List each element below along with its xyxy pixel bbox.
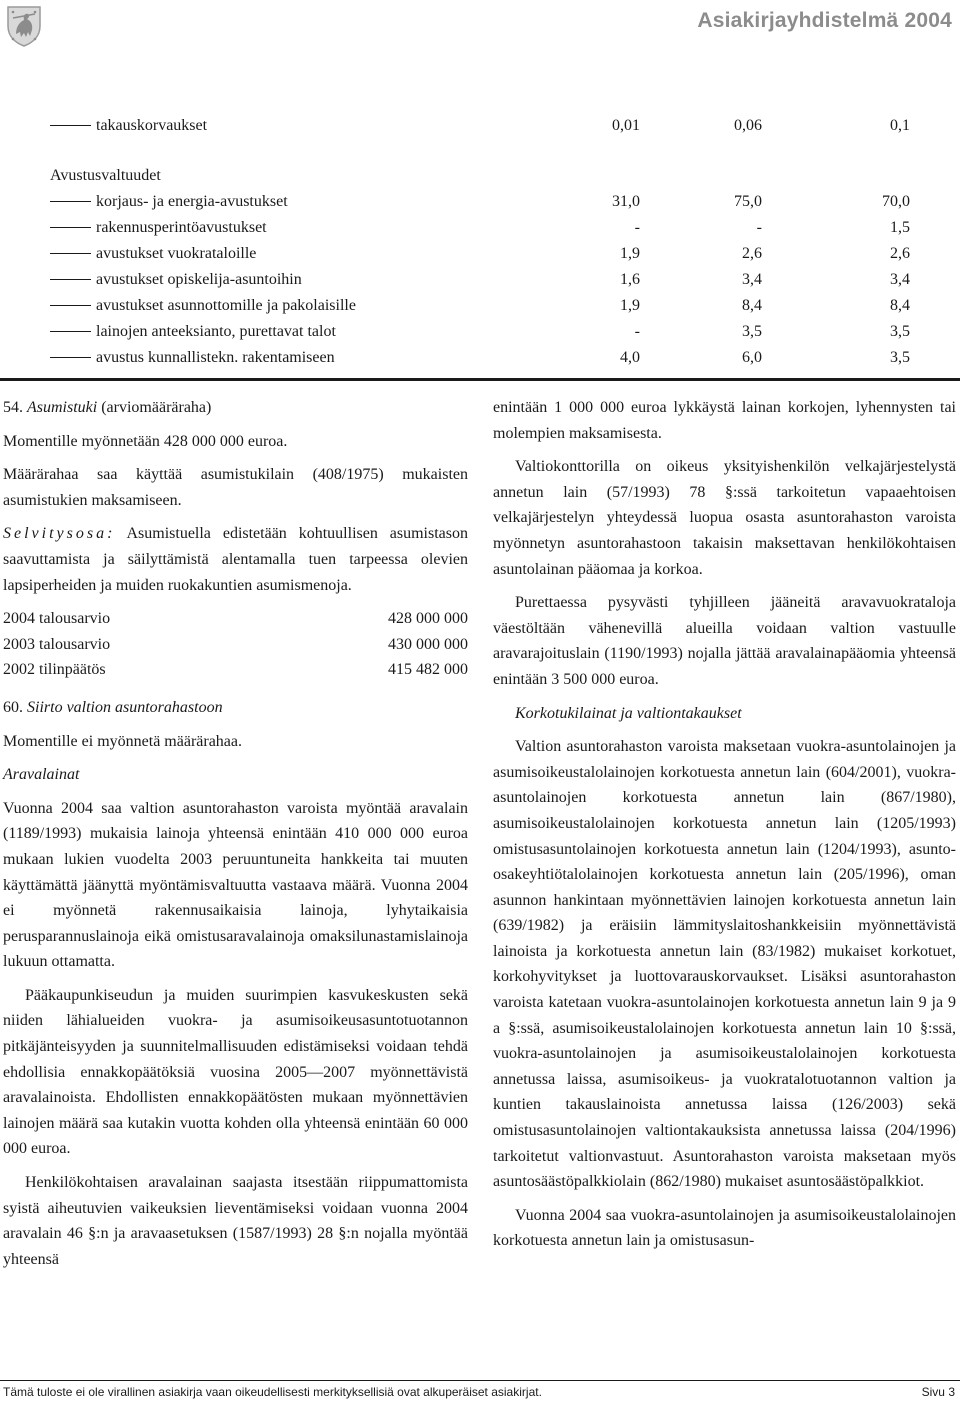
row-value-2003: 8,4 [742,297,762,314]
table-row [40,293,920,319]
paragraph: Henkilökohtaisen aravalainan saajasta itsestään riippumattomista syistä aiheutuvien vaikeuksien lieventämiseksi voidaan vuonna 2004 aravalain 46 §:n ja aravaasetuksen (1587/1993) 28 §:n nojalla myöntää yhteensä [3,1174,468,1268]
row-value-2004: 1,5 [890,219,910,236]
right-column [493,395,956,1262]
row-value-2002: - [634,219,640,236]
em-dash [50,125,91,126]
disclaimer-text: Tämä tuloste ei ole virallinen asiakirja vaan oikeudellisesti merkityksellisiä ovat alkuperäiset asiakirjat. [3,1385,542,1399]
budget-value: 428 000 000 [388,610,468,628]
row-label: avustukset opiskelija-asuntoihin [96,271,302,288]
row-value-2004: 70,0 [882,193,910,210]
row-value-2002: 1,9 [620,297,640,314]
row-value-2003: - [756,219,762,236]
paragraph [3,521,468,598]
row-value-2003: 3,4 [742,271,762,288]
coat-of-arms-icon [4,4,44,48]
row-value-2002: - [634,323,640,340]
section-name: Siirto valtion asuntorahastoon [27,698,223,716]
em-dash [50,253,91,254]
row-value-2003: 75,0 [734,193,762,210]
subheading: Aravalainat [3,766,80,784]
section-number: 60. [3,698,23,716]
paragraph-text: Asumistuella edistetään kohtuullisen asumistason saavuttamista ja säilyttämistä alentamalla tuen tarpeessa olevien lapsiperheiden ja muiden ruokakuntien asumismenoja. [3,525,468,594]
row-value-2003: 3,5 [742,323,762,340]
row-label: takauskorvaukset [96,117,208,134]
row-value-2004: 3,5 [890,349,910,366]
budget-label: 2003 talousarvio [3,635,111,653]
budget-value: 430 000 000 [388,635,468,653]
row-value-2004: 8,4 [890,297,910,314]
paragraph: Vuonna 2004 saa vuokra-asuntolainojen ja asumisoikeustalolainojen korkotuesta annetun lain ja omistusasun- [493,1206,956,1250]
paragraph: Valtiokonttorilla on oikeus yksityishenkilön velkajärjestelystä annetun lain (57/1993) 78 §:ssä tarkoitetun vapaaehtoisen velkajärjestelyn yhteydessä luopua osasta asuntorahaston varoista myönnetyn asuntorahastoon takaisin maksettavan henkilökohtaisen asuntolainan pääomaa ja korkoa. [493,458,956,578]
section-divider [0,378,960,381]
row-label: korjaus- ja energia-avustukset [96,193,288,210]
row-label: rakennusperintöavustukset [96,219,267,236]
em-dash [50,305,91,306]
em-dash [50,227,91,228]
row-value-2003: 2,6 [742,245,762,262]
em-dash [50,201,91,202]
em-dash [50,279,91,280]
row-value-2004: 3,4 [890,271,910,288]
row-group-heading: Avustusvaltuudet [50,167,161,184]
em-dash [50,357,91,358]
explanatory-part-label: Selvitysosa: [3,525,116,543]
paragraph: Momentille myönnetään 428 000 000 euroa. [3,432,288,450]
table-row [40,345,920,371]
paragraph: Valtion asuntorahaston varoista maksetaan vuokra-asuntolainojen ja asumisoikeustalolainojen korkotuesta annetun lain (604/2001), vuokra-asuntolainojen korkotuesta annetun lain (867/1980), asumisoikeustalolainojen korkotuesta annetun lain (1205/1993) omistusasuntolainojen korkotuesta annetun lain (1204/1993), asunto-osakeyhtiötalolainojen korkotuesta annetun lain (205/1996), oman asunnon hankintaan myönnettävien lainojen korkotuesta annetun lain (639/1982) ja eräisiin lämmityslaitoshankkeisiin myönnettävistä lainoista ja korkotuesta annetun lain (83/1982) mukaiset korkotuet, korkohyvitykset ja luottovarauskorvaukset. Lisäksi asuntorahaston varoista katetaan vuokra-asuntolainojen korkotuesta annetun lain 9 ja 9 a §:ssä, asumisoikeustalolainojen korkotuesta annetun lain 10 §:ssä, vuokra-asuntolainojen ja asumisoikeustalolainojen korkotuesta annetussa laissa, asumisoikeus- ja vuokratalotuotannon valtion ja kuntien takauslainoista annetussa laissa (126/2003) sekä omistusasuntolainojen valtiontakauksista annetussa laissa (204/1996) tarkoitetut valtionvastuut. Asuntorahaston varoista maksetaan myös asuntosäästöpalkkiolain (862/1980) mukaiset asuntosäästöpalkkiot. [493,738,956,1191]
page-number: Sivu 3 [921,1385,955,1399]
budget-value: 415 482 000 [388,661,468,679]
footer-divider [0,1380,960,1381]
row-value-2003: 0,06 [734,117,762,134]
table-row [40,267,920,293]
row-value-2003: 6,0 [742,349,762,366]
subheading: Korkotukilainat ja valtiontakaukset [515,704,742,722]
paragraph: Purettaessa pysyvästi tyhjilleen jääneitä aravavuokrataloja väestöltään vähenevillä alueilla voidaan valtion vastuulle aravarajoituslain (1190/1993) nojalla jättää aravalainapääomia yhteensä enintään 3 500 000 euroa. [493,594,956,688]
table-row [40,113,920,139]
page-footer [3,1385,955,1399]
row-value-2002: 1,9 [620,245,640,262]
budget-figures [3,606,468,683]
row-label: avustus kunnallistekn. rakentamiseen [96,349,335,366]
appropriation-type: (arviomääräraha) [101,399,212,416]
row-label: avustukset vuokrataloille [96,245,257,262]
section-number: 54. [3,399,23,416]
row-value-2002: 1,6 [620,271,640,288]
budget-label: 2004 talousarvio [3,610,111,628]
section-heading-60 [3,695,468,721]
table-row [40,215,920,241]
row-value-2004: 2,6 [890,245,910,262]
list-item [3,632,468,658]
page-header [0,0,960,52]
paragraph: enintään 1 000 000 euroa lykkäystä lainan korkojen, lyhennysten tai molempien maksamisesta. [493,399,956,442]
paragraph: Momentille ei myönnetä määrärahaa. [3,732,243,750]
paragraph: Pääkaupunkiseudun ja muiden suurimpien kasvukeskusten sekä niiden lähialueiden vuokra- ja asumisoikeusasuntotuotannon pitkäjänteisyyden ja suunnitelmallisuuden edistämiseksi voidaan tehdä ehdollisia ennakkopäätöksiä vuosina 2005—2007 myönnettävistä aravalainoista. Ehdollisten ennakkopäätösten mukaan myönnettävien lainojen määrä saa kutakin vuotta kohden olla yhteensä enintään 60 000 000 euroa. [3,986,468,1158]
row-value-2004: 3,5 [890,323,910,340]
list-item [3,606,468,632]
row-value-2002: 0,01 [612,117,640,134]
list-item [3,657,468,683]
budget-label: 2002 tilinpäätös [3,661,106,679]
row-value-2002: 4,0 [620,349,640,366]
table-row [40,241,920,267]
table-row [40,189,920,215]
row-label: lainojen anteeksianto, purettavat talot [96,323,336,340]
left-column [3,395,468,1280]
document-title: Asiakirjayhdistelmä 2004 [697,9,952,32]
row-value-2004: 0,1 [890,117,910,134]
em-dash [50,331,91,332]
paragraph: Määrärahaa saa käyttää asumistukilain (408/1975) mukaisten asumistukien maksamiseen. [3,466,468,509]
table-row [40,163,920,189]
section-name: Asumistuki [27,399,98,416]
row-label: avustukset asunnottomille ja pakolaisille [96,297,356,314]
row-value-2002: 31,0 [612,193,640,210]
table-row [40,319,920,345]
section-heading-54 [3,395,468,421]
paragraph: Vuonna 2004 saa valtion asuntorahaston varoista myöntää aravalain (1189/1993) mukaisia lainoja yhteensä enintään 410 000 000 euroa mukaan lukien vuodelta 2003 peruuntuneita hankkeita tai muuten käyttämättä jäänyttä myöntämisvaltuutta vastaava määrä. Vuonna 2004 ei myönnetä rakennusaikaisia lainoja, lyhytaikaisia perusparannuslainoja eikä omistusaravalainoja omaksilunastamislainoja lukuun ottamatta. [3,799,468,971]
